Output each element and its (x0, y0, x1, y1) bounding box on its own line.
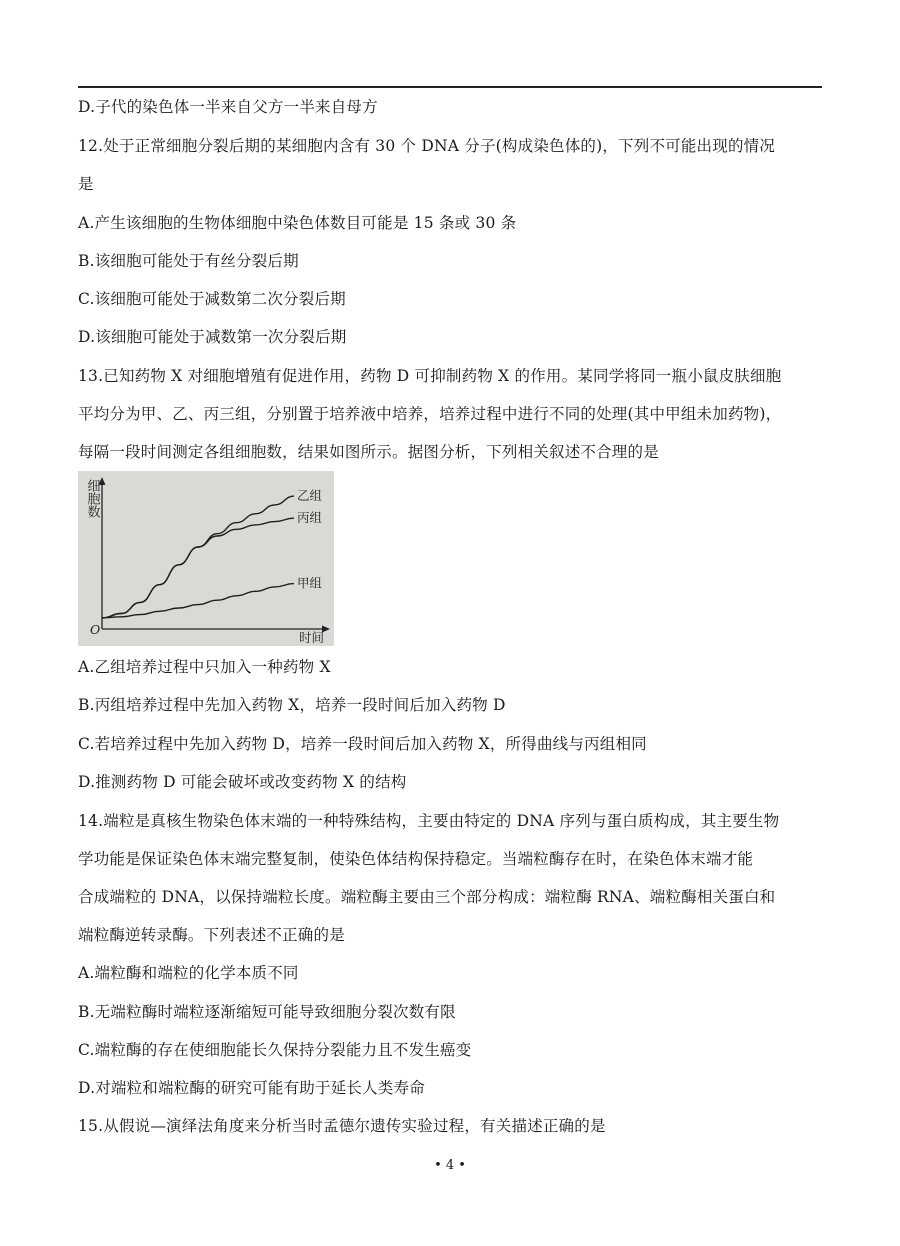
question-14-stem-cont2: 合成端粒的 DNA，以保持端粒长度。端粒酶主要由三个部分构成：端粒酶 RNA、端粒酶相关蛋白和 (78, 888, 776, 906)
option-14-c: C.端粒酶的存在使细胞能长久保持分裂能力且不发生癌变 (78, 1041, 472, 1059)
option-13-d: D.推测药物 D 可能会破坏或改变药物 X 的结构 (78, 773, 407, 791)
option-12-c: C.该细胞可能处于减数第二次分裂后期 (78, 290, 346, 308)
cell-count-chart (78, 471, 334, 646)
series-line-yi (102, 496, 294, 618)
y-axis-arrow (99, 477, 106, 485)
series-label-bing: 丙组 (297, 510, 323, 526)
series-line-jia (102, 584, 294, 618)
page-number: • 4 • (434, 1158, 466, 1173)
question-14-stem: 14.端粒是真核生物染色体末端的一种特殊结构，主要由特定的 DNA 序列与蛋白质构成，其主要生物 (78, 812, 780, 830)
question-14-stem-cont3: 端粒酶逆转录酶。下列表述不正确的是 (78, 926, 345, 944)
question-15-stem: 15.从假说—演绎法角度来分析当时孟德尔遗传实验过程，有关描述正确的是 (78, 1117, 606, 1135)
question-13-stem-cont2: 每隔一段时间测定各组细胞数，结果如图所示。据图分析，下列相关叙述不合理的是 (78, 443, 659, 461)
x-axis-label: 时间 (299, 630, 325, 645)
option-11-d: D.子代的染色体一半来自父方一半来自母方 (78, 98, 378, 116)
series-label-jia: 甲组 (297, 575, 323, 591)
option-12-b: B.该细胞可能处于有丝分裂后期 (78, 252, 299, 270)
option-12-d: D.该细胞可能处于减数第一次分裂后期 (78, 328, 347, 346)
header-rule (78, 86, 822, 88)
series-label-yi: 乙组 (297, 488, 323, 504)
question-13-stem-cont1: 平均分为甲、乙、丙三组，分别置于培养液中培养，培养过程中进行不同的处理(其中甲组未加药物)， (78, 405, 782, 423)
option-13-a: A.乙组培养过程中只加入一种药物 X (78, 658, 331, 676)
series-line-bing (102, 518, 294, 618)
option-14-b: B.无端粒酶时端粒逐渐缩短可能导致细胞分裂次数有限 (78, 1003, 456, 1021)
question-12-stem-cont: 是 (78, 175, 94, 193)
option-13-b: B.丙组培养过程中先加入药物 X，培养一段时间后加入药物 D (78, 696, 506, 714)
question-14-stem-cont1: 学功能是保证染色体末端完整复制，使染色体结构保持稳定。当端粒酶存在时，在染色体末端才能 (78, 850, 754, 868)
option-12-a: A.产生该细胞的生物体细胞中染色体数目可能是 15 条或 30 条 (78, 214, 517, 232)
option-13-c: C.若培养过程中先加入药物 D，培养一段时间后加入药物 X，所得曲线与丙组相同 (78, 735, 647, 753)
question-12-stem: 12.处于正常细胞分裂后期的某细胞内含有 30 个 DNA 分子(构成染色体的)，下列不可能出现的情况 (78, 137, 776, 155)
option-14-a: A.端粒酶和端粒的化学本质不同 (78, 964, 299, 982)
chart-canvas (78, 471, 334, 646)
y-axis-label: 细胞数 (84, 479, 100, 518)
question-13-stem: 13.已知药物 X 对细胞增殖有促进作用，药物 D 可抑制药物 X 的作用。某同学将同一瓶小鼠皮肤细胞 (78, 367, 782, 385)
origin-label: O (90, 622, 101, 637)
option-14-d: D.对端粒和端粒酶的研究可能有助于延长人类寿命 (78, 1079, 425, 1097)
